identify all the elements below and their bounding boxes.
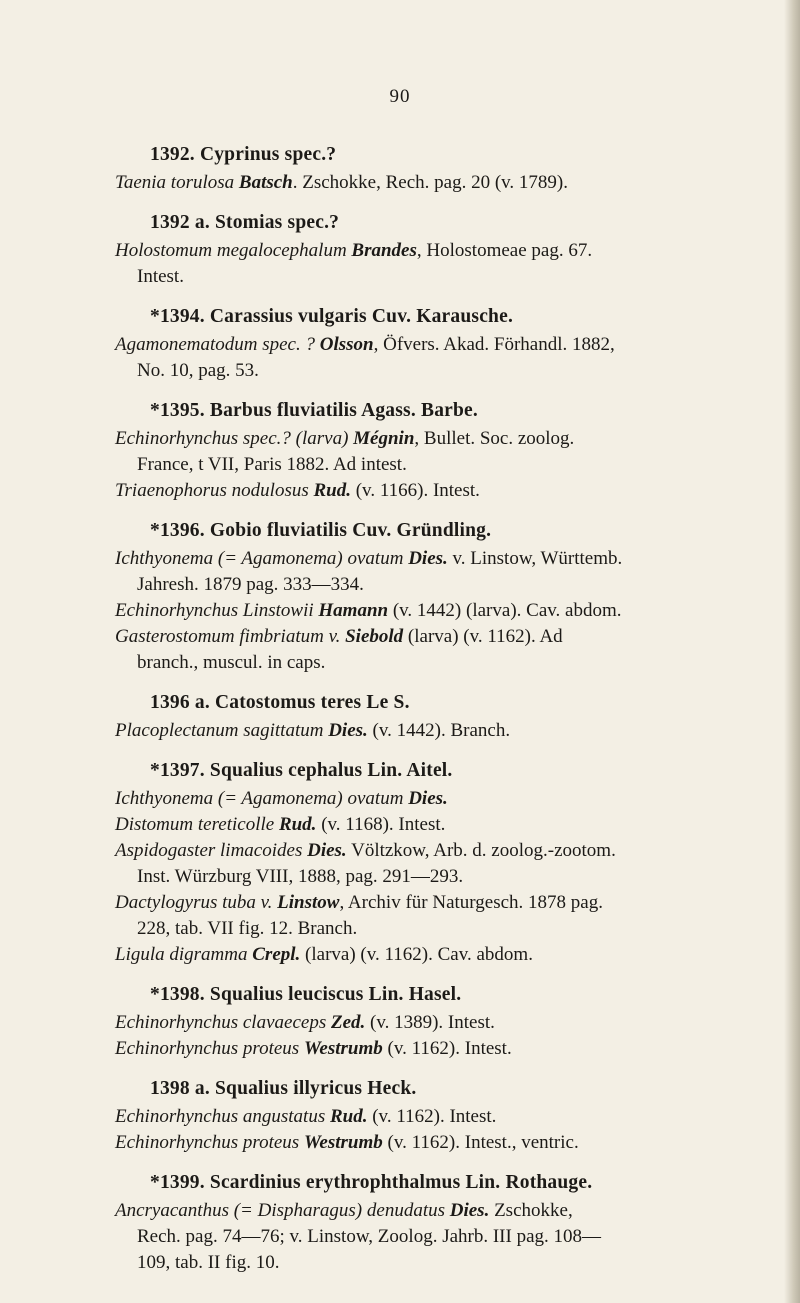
reference-text: Intest. (137, 266, 184, 287)
entry-heading: *1395. Barbus fluviatilis Agass. Barbe. (150, 400, 478, 421)
author-name: Mégnin (353, 428, 415, 449)
species-name: Placoplectanum sagittatum (115, 720, 329, 741)
entry-heading: *1397. Squalius cephalus Lin. Aitel. (150, 760, 453, 781)
entry (0, 1168, 790, 1276)
entry-heading: 1392 a. Stomias spec.? (150, 212, 340, 233)
entry-line (0, 170, 790, 196)
entry-line (0, 624, 790, 650)
page-content (0, 140, 790, 1288)
entry (0, 756, 790, 968)
entry-line (0, 598, 790, 624)
species-name: Dactylogyrus tuba v. (115, 892, 278, 913)
reference-text: , Bullet. Soc. zoolog. (414, 428, 575, 449)
entry-line (0, 238, 790, 264)
entry (0, 980, 790, 1062)
species-name: Ichthyonema (= Agamonema) ovatum (115, 548, 409, 569)
author-name: Dies. (408, 788, 448, 809)
author-name: Rud. (278, 814, 317, 835)
author-name: Rud. (313, 480, 351, 501)
reference-text: (v. 1442). Branch. (367, 720, 511, 741)
entry (0, 396, 790, 504)
entry-heading: *1396. Gobio fluviatilis Cuv. Gründling. (150, 520, 492, 541)
species-name: Taenia torulosa (115, 172, 239, 193)
reference-text: v. Linstow, Württemb. (447, 548, 623, 569)
author-name: Dies. (449, 1200, 490, 1221)
author-name: Westrumb (303, 1132, 383, 1153)
entry-line (0, 718, 790, 744)
entry-line (0, 838, 790, 864)
species-name: Echinorhynchus angustatus (115, 1106, 330, 1127)
entry (0, 688, 790, 744)
entry-line (0, 1250, 790, 1276)
reference-text: branch., muscul. in caps. (137, 652, 326, 673)
species-name: Echinorhynchus proteus (115, 1038, 304, 1059)
entry-line (0, 864, 790, 890)
entry (0, 1074, 790, 1156)
author-name: Brandes (351, 240, 417, 261)
entry-line (0, 426, 790, 452)
author-name: Siebold (345, 626, 404, 647)
author-name: Dies. (307, 840, 347, 861)
entry-line (0, 916, 790, 942)
species-name: Agamonematodum spec. ? (115, 334, 320, 355)
author-name: Dies. (408, 548, 448, 569)
species-name: Distomum tereticolle (115, 814, 279, 835)
entry-line (0, 572, 790, 598)
author-name: Olsson (319, 334, 374, 355)
author-name: Hamann (318, 600, 389, 621)
author-name: Crepl. (252, 944, 301, 965)
species-name: Ligula digramma (115, 944, 253, 965)
entry-line (0, 1224, 790, 1250)
entry-line (0, 1036, 790, 1062)
entry-line (0, 264, 790, 290)
author-name: Westrumb (303, 1038, 383, 1059)
entry-line (0, 650, 790, 676)
author-name: Zed. (330, 1012, 366, 1033)
reference-text: Jahresh. 1879 pag. 333—334. (137, 574, 364, 595)
entry-heading: 1398 a. Squalius illyricus Heck. (150, 1078, 417, 1099)
species-name: Echinorhynchus spec.? (larva) (115, 428, 354, 449)
entry-line (0, 1130, 790, 1156)
entry-line (0, 942, 790, 968)
entry-heading: *1394. Carassius vulgaris Cuv. Karausche. (150, 306, 514, 327)
reference-text: (v. 1162). Intest. (367, 1106, 497, 1127)
species-name: Holostomum megalocephalum (115, 240, 352, 261)
entry-heading: 1392. Cyprinus spec.? (150, 144, 337, 165)
reference-text: (v. 1168). Intest. (316, 814, 446, 835)
author-name: Rud. (329, 1106, 368, 1127)
reference-text: 228, tab. VII fig. 12. Branch. (137, 918, 358, 939)
author-name: Linstow (277, 892, 340, 913)
reference-text: No. 10, pag. 53. (137, 360, 259, 381)
reference-text: (larva) (v. 1162). Ad (403, 626, 563, 647)
entry-line (0, 890, 790, 916)
entry-heading: *1399. Scardinius erythrophthalmus Lin. Rothauge. (150, 1172, 593, 1193)
species-name: Ichthyonema (= Agamonema) ovatum (115, 788, 409, 809)
reference-text: 109, tab. II fig. 10. (137, 1252, 280, 1273)
entry-line (0, 1010, 790, 1036)
reference-text: France, t VII, Paris 1882. Ad intest. (137, 454, 407, 475)
entry-line (0, 1104, 790, 1130)
entry-line (0, 1198, 790, 1224)
author-name: Dies. (328, 720, 368, 741)
reference-text: (v. 1389). Intest. (365, 1012, 495, 1033)
page-number: 90 (389, 86, 411, 107)
entry-line (0, 478, 790, 504)
entry-line (0, 786, 790, 812)
entry-line (0, 812, 790, 838)
entry (0, 302, 790, 384)
reference-text: Zschokke, (489, 1200, 573, 1221)
species-name: Ancryacanthus (= Dispharagus) denudatus (115, 1200, 450, 1221)
entry (0, 516, 790, 676)
reference-text: Völtzkow, Arb. d. zoolog.-zootom. (346, 840, 616, 861)
reference-text: (v. 1166). Intest. (350, 480, 480, 501)
author-name: Batsch (238, 172, 293, 193)
species-name: Echinorhynchus Linstowii (115, 600, 319, 621)
reference-text: , Öfvers. Akad. Förhandl. 1882, (373, 334, 615, 355)
reference-text: Rech. pag. 74—76; v. Linstow, Zoolog. Jahrb. III pag. 108— (137, 1226, 602, 1247)
species-name: Echinorhynchus proteus (115, 1132, 304, 1153)
reference-text: (v. 1162). Intest. (382, 1038, 512, 1059)
reference-text: , Holostomeae pag. 67. (416, 240, 593, 261)
reference-text: (v. 1162). Intest., ventric. (382, 1132, 579, 1153)
entry-line (0, 546, 790, 572)
reference-text: . Zschokke, Rech. pag. 20 (v. 1789). (292, 172, 569, 193)
reference-text: Inst. Würzburg VIII, 1888, pag. 291—293. (137, 866, 464, 887)
entry-line (0, 452, 790, 478)
reference-text: (larva) (v. 1162). Cav. abdom. (300, 944, 533, 965)
entry (0, 140, 790, 196)
species-name: Echinorhynchus clavaeceps (115, 1012, 331, 1033)
species-name: Gasterostomum fimbriatum v. (115, 626, 346, 647)
entry-heading: 1396 a. Catostomus teres Le S. (150, 692, 410, 713)
species-name: Aspidogaster limacoides (115, 840, 308, 861)
entry-line (0, 332, 790, 358)
reference-text: , Archiv für Naturgesch. 1878 pag. (339, 892, 603, 913)
entry-heading: *1398. Squalius leuciscus Lin. Hasel. (150, 984, 462, 1005)
species-name: Triaenophorus nodulosus (115, 480, 314, 501)
entry-line (0, 358, 790, 384)
entry (0, 208, 790, 290)
reference-text: (v. 1442) (larva). Cav. abdom. (388, 600, 622, 621)
